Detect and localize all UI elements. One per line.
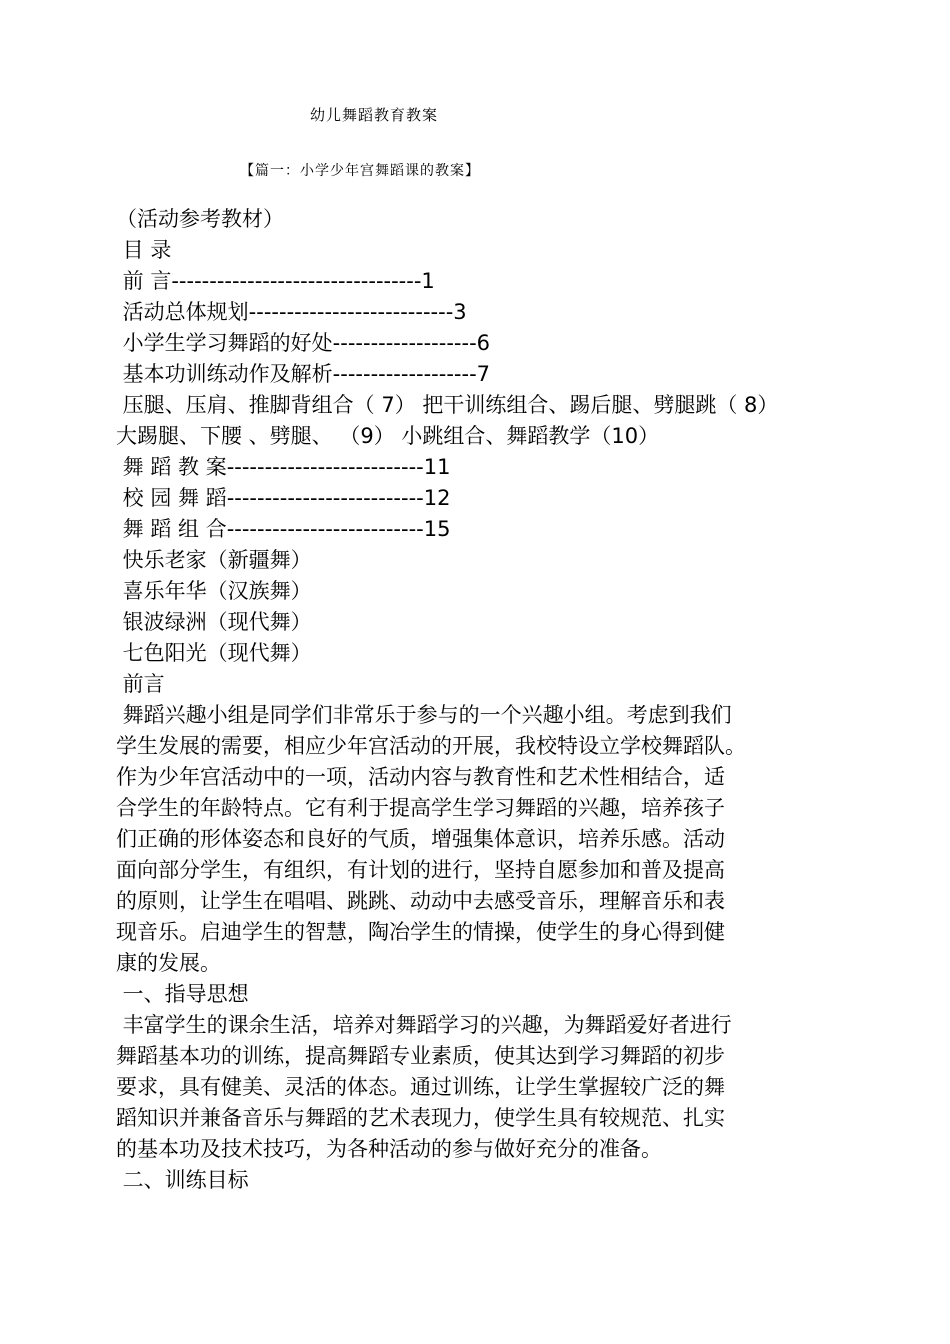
preface-paragraph (116, 700, 836, 979)
paragraph-line: 康的发展。 (116, 951, 221, 975)
preface-heading: 前言 (116, 672, 165, 696)
paragraph-line: 合学生的年龄特点。它有利于提高学生学习舞蹈的兴趣，培养孩子 (116, 796, 725, 820)
toc-entry-preface: 前 言---------------------------------1 (116, 269, 435, 293)
guiding-thought-paragraph (116, 1010, 836, 1165)
toc-entry-lesson-plans: 舞 蹈 教 案--------------------------11 (116, 455, 451, 479)
paragraph-line: 蹈知识并兼备音乐与舞蹈的艺术表现力，使学生具有较规范、扎实 (116, 1106, 725, 1130)
paragraph-line: 们正确的形体姿态和良好的气质，增强集体意识，培养乐感。活动 (116, 827, 725, 851)
paragraph-line: 作为少年宫活动中的一项，活动内容与教育性和艺术性相结合，适 (116, 765, 725, 789)
document-title: 幼儿舞蹈教育教案 (310, 106, 439, 124)
paragraph-line: 的原则，让学生在唱唱、跳跳、动动中去感受音乐，理解音乐和表 (116, 889, 725, 913)
toc-heading: 目 录 (116, 238, 172, 262)
document-subtitle: 【篇一：小学少年宫舞蹈课的教案】 (240, 163, 480, 179)
toc-dance-item: 银波绿洲（现代舞） (116, 610, 312, 634)
toc-entry-basic-training: 基本功训练动作及解析-------------------7 (116, 362, 491, 386)
paragraph-line: 现音乐。启迪学生的智慧，陶冶学生的情操，使学生的身心得到健 (116, 920, 725, 944)
section-heading-training-goals: 二、训练目标 (116, 1168, 249, 1192)
toc-subentries-line-2: 大踢腿、下腰 、劈腿、 （9） 小跳组合、舞蹈教学（10） (116, 424, 660, 448)
toc-entry-benefits: 小学生学习舞蹈的好处-------------------6 (116, 331, 491, 355)
toc-entry-overall-plan: 活动总体规划---------------------------3 (116, 300, 467, 324)
paragraph-line: 的基本功及技术技巧，为各种活动的参与做好充分的准备。 (116, 1137, 662, 1161)
paragraph-line: 面向部分学生，有组织，有计划的进行，坚持自愿参加和普及提高 (116, 858, 725, 882)
paragraph-line: 要求，具有健美、灵活的体态。通过训练，让学生掌握较广泛的舞 (116, 1075, 725, 1099)
materials-note: （活动参考教材） (116, 207, 284, 231)
paragraph-line: 学生发展的需要，相应少年宫活动的开展，我校特设立学校舞蹈队。 (116, 734, 746, 758)
paragraph-line: 舞蹈兴趣小组是同学们非常乐于参与的一个兴趣小组。考虑到我们 (116, 703, 732, 727)
toc-dance-item: 快乐老家（新疆舞） (116, 548, 312, 572)
paragraph-line: 舞蹈基本功的训练，提高舞蹈专业素质，使其达到学习舞蹈的初步 (116, 1044, 725, 1068)
toc-dance-item: 喜乐年华（汉族舞） (116, 579, 312, 603)
toc-entry-campus-dance: 校 园 舞 蹈--------------------------12 (116, 486, 451, 510)
paragraph-line: 丰富学生的课余生活，培养对舞蹈学习的兴趣，为舞蹈爱好者进行 (116, 1013, 732, 1037)
toc-subentries-line-1: 压腿、压肩、推脚背组合（ 7） 把干训练组合、踢后腿、劈腿跳（ 8） (116, 393, 779, 417)
section-heading-guiding-thought: 一、指导思想 (116, 982, 249, 1006)
toc-entry-dance-combos: 舞 蹈 组 合--------------------------15 (116, 517, 451, 541)
toc-dance-item: 七色阳光（现代舞） (116, 641, 312, 665)
